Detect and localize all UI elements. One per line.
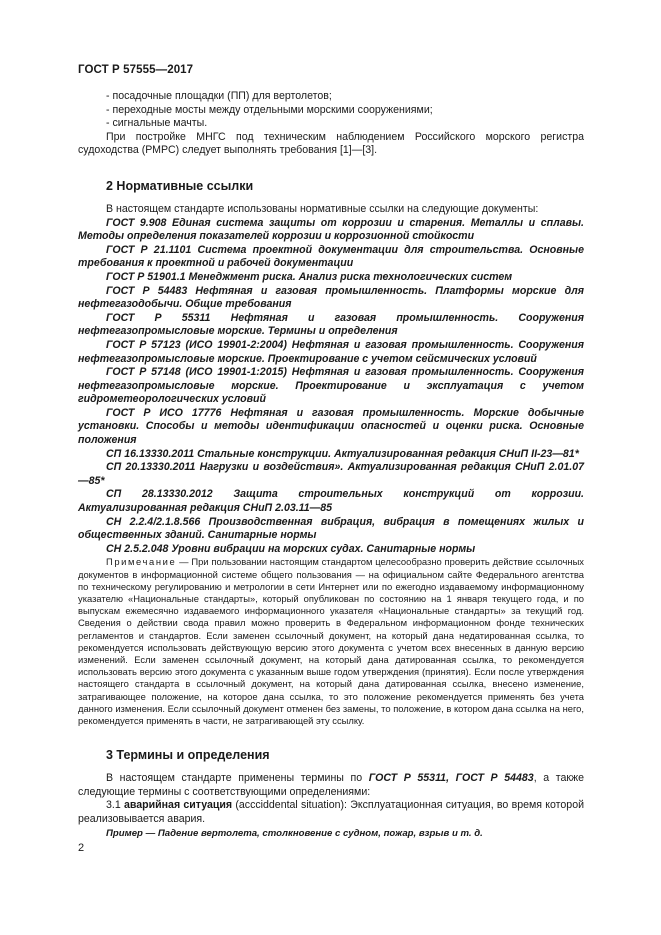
list-item: - посадочные площадки (ПП) для вертолетов; — [106, 90, 332, 102]
term-example: Пример — Падение вертолета, столкновение с судном, пожар, взрыв и т. д. — [106, 827, 483, 839]
lead-refs: ГОСТ Р 55311, ГОСТ Р 54483 — [368, 772, 534, 785]
reference-item: СН 2.5.2.048 Уровни вибрации на морских судах. Санитарные нормы — [106, 542, 476, 555]
reference-item: ГОСТ Р 54483 Нефтяная и газовая промышленность. Платформы морские для нефтегазодобычи. Общие требования — [78, 284, 584, 311]
reference-item: ГОСТ Р 57148 (ИСО 19901-1:2015) Нефтяная и газовая промышленность. Сооружения нефтегазопромысловые морские. Проектирование и эксплуатация с учетом гидрометеорологических условий — [78, 366, 584, 406]
reference-item: ГОСТ Р 21.1101 Система проектной документации для строительства. Основные требования к проектной и рабочей документации — [78, 243, 584, 270]
list-item: - переходные мосты между отдельными морскими сооружениями; — [106, 103, 433, 116]
lead-text: В настоящем стандарте применены термины по — [106, 772, 369, 785]
reference-item: СП 28.13330.2012 Защита строительных конструкций от коррозии. Актуализированная редакция СНиП 2.03.11—85 — [78, 488, 584, 515]
reference-item: ГОСТ 9.908 Единая система защиты от коррозии и старения. Металлы и сплавы. Методы определения показателей коррозии и коррозионной стойкости — [78, 216, 584, 243]
term-name: аварийная ситуация — [124, 799, 233, 812]
term-definition — [78, 799, 584, 826]
section-3-lead — [78, 772, 584, 799]
section-2-heading: 2 Нормативные ссылки — [106, 178, 254, 193]
list-item: - сигнальные мачты. — [106, 117, 208, 130]
section-2-lead: В настоящем стандарте использованы нормативные ссылки на следующие документы: — [106, 202, 539, 215]
section-2-note — [78, 556, 584, 727]
reference-item: ГОСТ Р 55311 Нефтяная и газовая промышленность. Сооружения нефтегазопромысловые морские. Термины и определения — [78, 311, 584, 338]
reference-item: СН 2.2.4/2.1.8.566 Производственная вибрация, вибрация в помещениях жилых и общественных зданий. Санитарные нормы — [78, 515, 584, 542]
reference-item: СП 16.13330.2011 Стальные конструкции. Актуализированная редакция СНиП II-23—81* — [106, 447, 579, 460]
lead-text: , а также следующие термины с соответствующими определениями: — [78, 772, 584, 798]
reference-item: ГОСТ Р 51901.1 Менеджмент риска. Анализ риска технологических систем — [106, 270, 513, 283]
reference-item: ГОСТ Р 57123 (ИСО 19901-2:2004) Нефтяная и газовая промышленность. Сооружения нефтегазопромысловые морские. Проектирование с учетом сейсмических условий — [78, 338, 584, 365]
section-3-heading: 3 Термины и определения — [106, 748, 270, 763]
doc-header: ГОСТ Р 57555—2017 — [78, 64, 194, 76]
term-number: 3.1 — [106, 799, 124, 812]
term-text: (accciddental situation): Эксплуатационная ситуация, во время которой реализовывается авария. — [78, 799, 584, 826]
page-content — [78, 90, 584, 840]
reference-item: СП 20.13330.2011 Нагрузки и воздействия». Актуализированная редакция СНиП 2.01.07—85* — [78, 461, 584, 487]
note-text: — При пользовании настоящим стандартом целесообразно проверить действие ссылочных документов в информационной системе общего пользования — на официальном сайте Федерального агентства по техническому регулированию и метрологии в сети Интернет или по ежегодно издаваемому информационному указателю «Национальные стандарты», который опубликован по состоянию на 1 января текущего года, и по выпускам ежемесячно издаваемого информационного указателя «Национальные стандарты» за текущий год. Сведения о действии свода правил можно проверить в Федеральном информационном фонде технических регламентов и стандартов. Если заменен ссылочный документ, на который дана недатированная ссылка, то рекомендуется использовать действующую версию этого документа с учетом всех внесенных в данную версию изменений. Если заменен ссылочный документ, на который дана датированная ссылка, то рекомендуется использовать версию этого документа с указанным выше годом утверждения (принятия). Если после утверждения настоящего стандарта в ссылочный документ, на который дана датированная ссылка, внесено изменение, затрагивающее положение, на которое дана ссылка, то это положение рекомендуется применять без учета данного изменения. Если ссылочный документ отменен без замены, то положение, в котором дана ссылка на него, рекомендуется применять в части, не затрагивающей эту ссылку. — [78, 556, 584, 727]
note-label: Примечание — [106, 556, 177, 568]
intro-paragraph: При постройке МНГС под техническим наблюдением Российского морского регистра судоходства (РМРС) следует выполнять требования [1]—[3]. — [78, 130, 584, 157]
reference-item: ГОСТ Р ИСО 17776 Нефтяная и газовая промышленность. Морские добычные установки. Способы и методы идентификации опасностей и оценки риска. Основные положения — [78, 406, 584, 447]
page-number: 2 — [78, 842, 85, 854]
